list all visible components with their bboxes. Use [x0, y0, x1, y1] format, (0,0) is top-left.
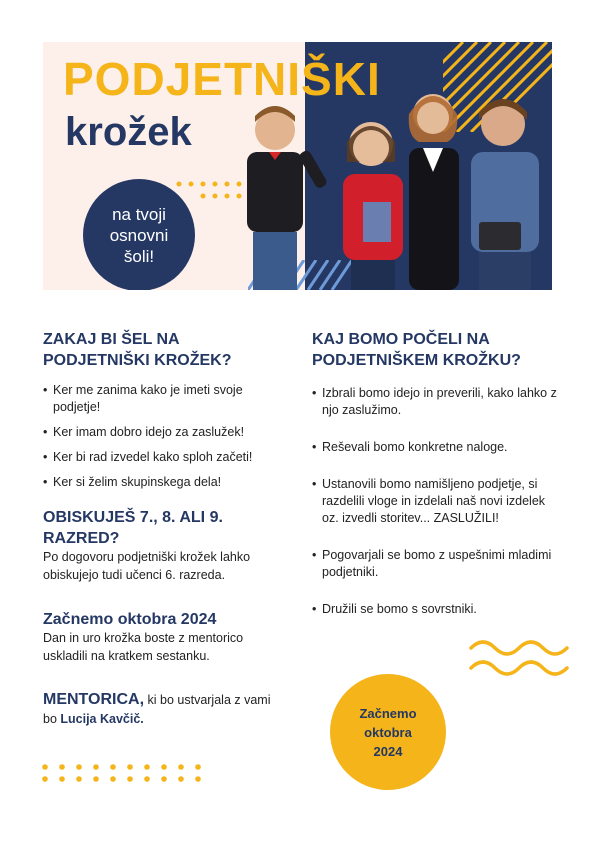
mentor-text: ki bo ustvarjala z vami bo: [43, 693, 271, 726]
dots-decoration: [40, 762, 220, 784]
start-text: Dan in uro krožka boste z mentorico uskladili na kratkem sestanku.: [43, 631, 244, 663]
why-list: [43, 382, 283, 491]
list-item: • Ker imam dobro idejo za zaslužek!: [43, 424, 283, 441]
list-item: • Ustanovili bomo namišljeno podjetje, si razdelili vloge in izdelali naš novi izdelek oz. izvedli storitev... ZASLUŽILI!: [312, 476, 560, 527]
wave-decoration: [468, 636, 574, 680]
dots-decoration: [175, 180, 255, 202]
list-item: • Reševali bomo konkretne naloge.: [312, 439, 560, 456]
start-heading: Začnemo oktobra 2024: [43, 611, 217, 628]
grade-text: Po dogovoru podjetniški krožek lahko obiskujejo tudi učenci 6. razreda.: [43, 550, 251, 582]
start-date-circle-text: Začnemo oktobra 2024: [359, 705, 417, 759]
why-heading: ZAKAJ BI ŠEL NA PODJETNIŠKI KROŽEK?: [43, 331, 232, 369]
mentor-paragraph: [43, 689, 283, 728]
title-podjetniski: PODJETNIŠKI: [63, 53, 381, 105]
list-item: • Ker me zanima kako je imeti svoje podjetje!: [43, 382, 283, 416]
activities-heading: KAJ BOMO POČELI NA PODJETNIŠKEM KROŽKU?: [312, 331, 521, 369]
list-item: • Družili se bomo s sovrstniki.: [312, 601, 560, 618]
title-krozek: krožek: [65, 110, 192, 154]
badge-text: na tvoji osnovni šoli!: [109, 204, 169, 266]
list-item: • Ker si želim skupinskega dela!: [43, 474, 283, 491]
activities-list: [312, 385, 560, 618]
mentor-label: MENTORICA,: [43, 691, 145, 708]
hero-banner: [43, 42, 552, 290]
school-badge: [83, 179, 195, 290]
grade-heading: OBISKUJEŠ 7., 8. ALI 9. RAZRED?: [43, 509, 223, 547]
mentor-name: Lucija Kavčič.: [60, 712, 144, 726]
list-item: • Izbrali bomo idejo in preverili, kako lahko z njo zaslužimo.: [312, 385, 560, 419]
start-date-circle: [330, 674, 446, 790]
list-item: • Pogovarjali se bomo z uspešnimi mladimi podjetniki.: [312, 547, 560, 581]
list-item: • Ker bi rad izvedel kako sploh začeti!: [43, 449, 283, 466]
